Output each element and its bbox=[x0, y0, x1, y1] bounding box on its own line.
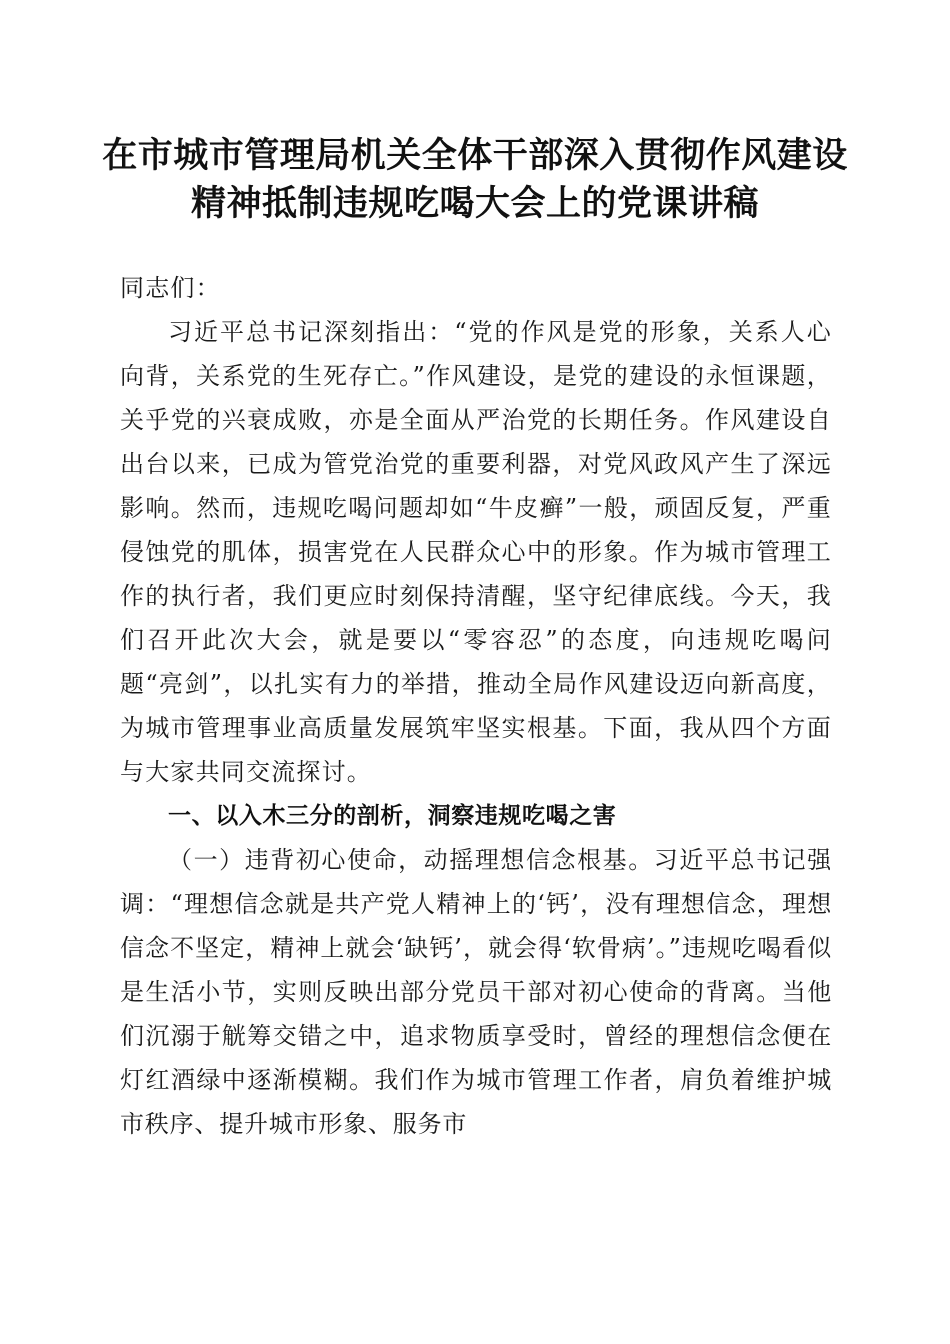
document-title: 在市城市管理局机关全体干部深入贯彻作风建设精神抵制违规吃喝大会上的党课讲稿 bbox=[102, 135, 848, 224]
salutation: 同志们： bbox=[120, 274, 221, 302]
subsection-text: 习近平总书记强调：“理想信念就是共产党人精神上的‘钙’，没有理想信念，理想信念不坚定，精神上就会‘缺钙’，就会得‘软骨病’。”违规吃喝看似是生活小节，实则反映出部分党员干部对初心使命的背离。当他们沉溺于觥筹交错之中，追求物质享受时，曾经的理想信念便在灯红酒绿中逐渐模糊。我们作为城市管理工作者，肩负着维护城市秩序、提升城市形象、服务市 bbox=[120, 846, 832, 1138]
document-body bbox=[120, 266, 832, 1146]
subsection-paragraph bbox=[120, 838, 832, 1146]
intro-paragraph: 习近平总书记深刻指出：“党的作风是党的形象，关系人心向背，关系党的生死存亡。”作风建设，是党的建设的永恒课题，关乎党的兴衰成败，亦是全面从严治党的长期任务。作风建设自出台以来，已成为管党治党的重要利器，对党风政风产生了深远影响。然而，违规吃喝问题却如“牛皮癣”一般，顽固反复，严重侵蚀党的肌体，损害党在人民群众心中的形象。作为城市管理工作的执行者，我们更应时刻保持清醒，坚守纪律底线。今天，我们召开此次大会，就是要以“零容忍”的态度，向违规吃喝问题“亮剑”，以扎实有力的举措，推动全局作风建设迈向新高度，为城市管理事业高质量发展筑牢坚实根基。下面，我从四个方面与大家共同交流探讨。 bbox=[120, 318, 832, 786]
section-heading: 一、以入木三分的剖析，洞察违规吃喝之害 bbox=[168, 803, 617, 829]
subsection-lead: （一）违背初心使命，动摇理想信念根基。 bbox=[168, 846, 654, 874]
